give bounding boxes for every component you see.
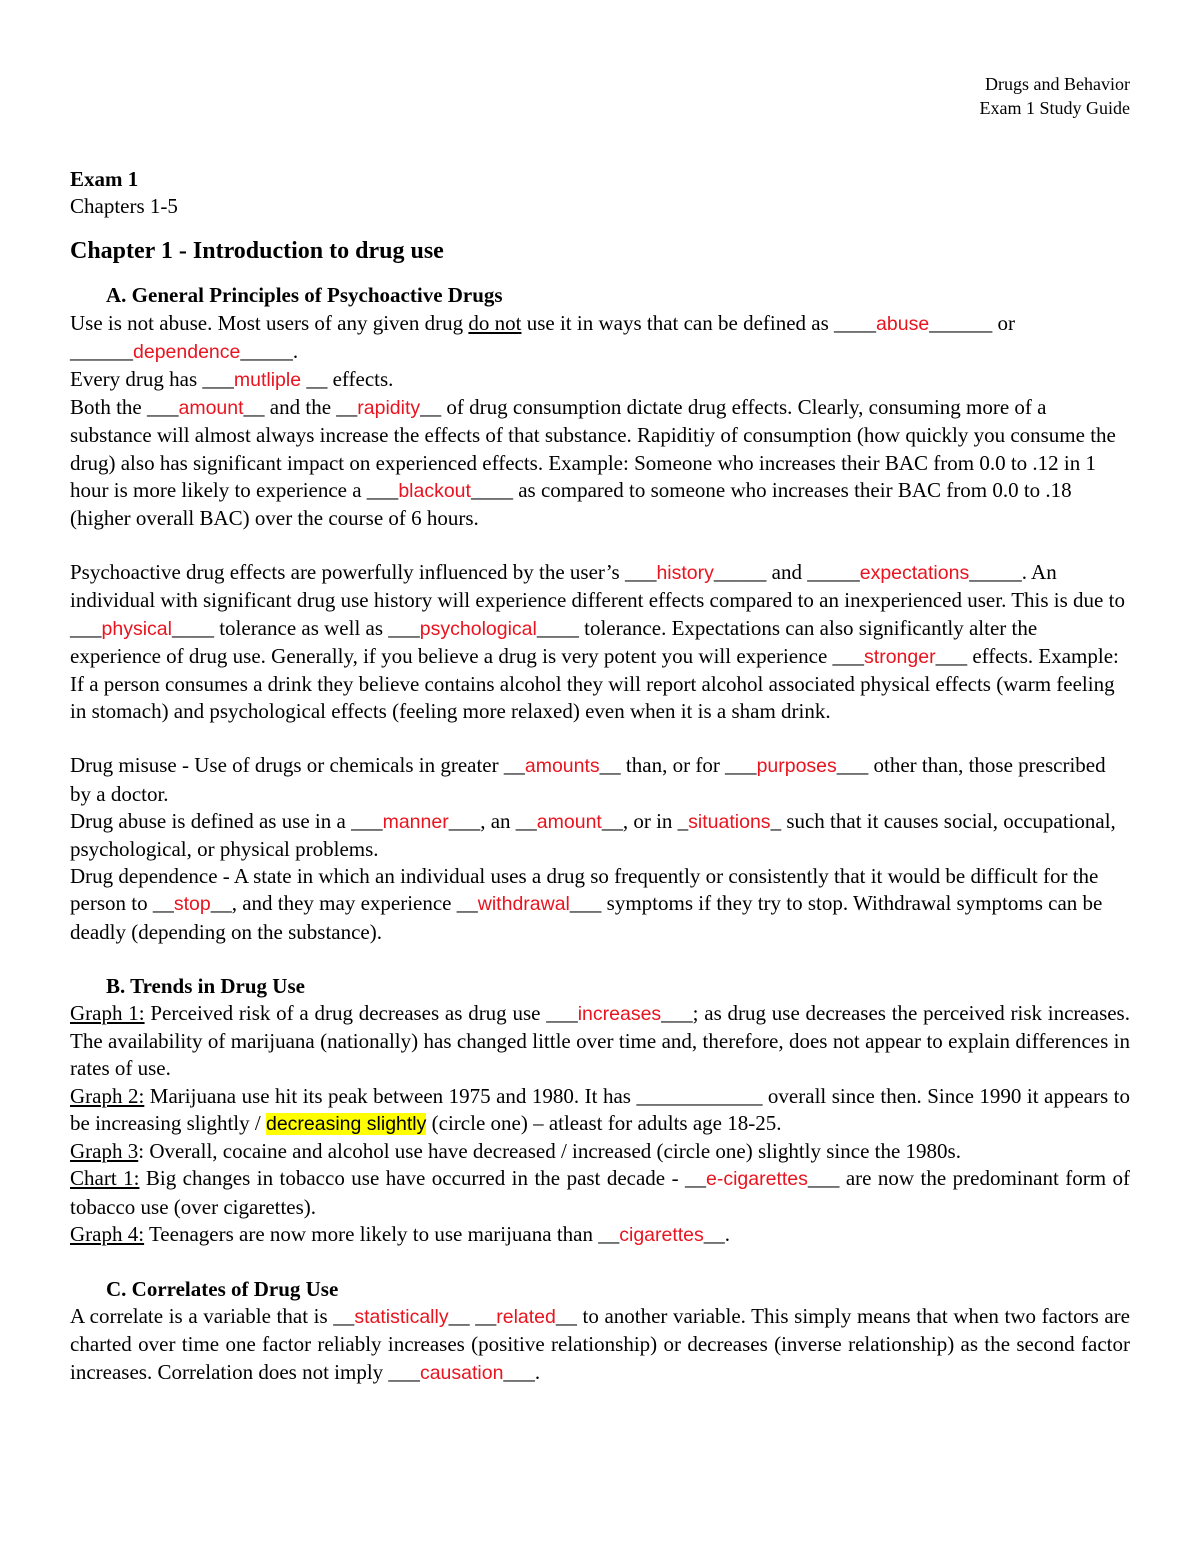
paragraph-graph-2: Graph 2: Marijuana use hit its peak between 1975 and 1980. It has ____________ overall since then. Since 1990 it appears to be increasing slightly / decreasing slightly (circle one) – atleast for adults age 18-25. bbox=[70, 1083, 1130, 1135]
paragraph-graph-3: Graph 3: Overall, cocaine and alcohol use have decreased / increased (circle one) slightly since the 1980s. bbox=[70, 1139, 961, 1164]
answer: blackout bbox=[398, 479, 471, 502]
answer: causation bbox=[419, 1361, 504, 1384]
course-title: Drugs and Behavior bbox=[985, 74, 1130, 94]
chart-1-label: Chart 1: bbox=[70, 1166, 140, 1191]
exam-chapters: Chapters 1-5 bbox=[70, 194, 178, 219]
paragraph-amount-rapidity: Both the ___amount__ and the __rapidity__ of drug consumption dictate drug effects. Clearly, consuming more of a substance will almost always increase the effects of that substance. Rapiditiy of consumption (how quickly you consume the drug) also has significant impact on experienced effects. Example: Someone who increases their BAC from 0.0 to .12 in 1 hour is more likely to experience a ___blackout____ as compared to someone who increases their BAC from 0.0 to .18 (higher overall BAC) over the course of 6 hours. bbox=[70, 395, 1116, 531]
graph-4-label: Graph 4: bbox=[70, 1221, 145, 1246]
answer: expectations bbox=[859, 562, 970, 585]
graph-2-label: Graph 2: bbox=[70, 1083, 145, 1108]
answer: purposes bbox=[756, 755, 837, 778]
answer: history bbox=[656, 562, 714, 585]
section-c-heading: C. Correlates of Drug Use bbox=[106, 1276, 339, 1301]
answer: stop bbox=[173, 893, 211, 916]
page-header bbox=[980, 72, 1131, 120]
answer: stronger bbox=[864, 645, 936, 668]
answer: abuse bbox=[876, 312, 930, 335]
guide-title: Exam 1 Study Guide bbox=[979, 98, 1130, 118]
paragraph-correlate: A correlate is a variable that is __statistically__ __related__ to another variable. This simply means that when two factors are charted over time one factor reliably increases (positive relationship) or decreases (inverse relationship) as the second factor increases. Correlation does not imply ___causation___. bbox=[70, 1304, 1131, 1384]
graph-3-label: Graph 3 bbox=[70, 1139, 139, 1164]
answer: e-cigarettes bbox=[706, 1168, 808, 1191]
graph-1-label: Graph 1: bbox=[70, 1001, 145, 1026]
answer: withdrawal bbox=[477, 893, 570, 916]
answer: increases bbox=[577, 1003, 662, 1026]
paragraph-graph-4: Graph 4: Teenagers are now more likely to use marijuana than __cigarettes__. bbox=[70, 1221, 731, 1246]
answer: rapidity bbox=[357, 397, 421, 420]
paragraph-drug-abuse: Drug abuse is defined as use in a ___manner___, an __amount__, or in _situations_ such that it causes social, occupational, psychological, or physical problems. bbox=[70, 808, 1116, 862]
answer: amounts bbox=[524, 755, 600, 778]
highlighted-answer: decreasing slightly bbox=[265, 1112, 427, 1135]
section-b-heading: B. Trends in Drug Use bbox=[106, 973, 305, 998]
exam-title: Exam 1 bbox=[70, 167, 139, 191]
paragraph-multiple-effects: Every drug has ___mutliple __ effects. bbox=[70, 367, 394, 392]
answer: psychological bbox=[419, 617, 537, 640]
chapter-title: Chapter 1 - Introduction to drug use bbox=[70, 238, 444, 265]
paragraph-drug-misuse: Drug misuse - Use of drugs or chemicals in greater __amounts__ than, or for ___purposes___ other than, those prescribed by a doctor. bbox=[70, 753, 1106, 806]
document-body bbox=[70, 166, 1130, 1387]
answer: amount bbox=[536, 810, 602, 833]
answer: cigarettes bbox=[619, 1223, 704, 1246]
section-a-heading: A. General Principles of Psychoactive Drugs bbox=[106, 283, 503, 308]
answer: manner bbox=[382, 810, 449, 833]
underlined-text: do not bbox=[468, 310, 522, 335]
answer: related bbox=[496, 1306, 556, 1329]
paragraph-use-not-abuse: Use is not abuse. Most users of any given drug do not use it in ways that can be defined as ____abuse______ or ______dependence_____. bbox=[70, 310, 1015, 363]
answer: situations bbox=[688, 810, 771, 833]
paragraph-drug-dependence: Drug dependence - A state in which an individual uses a drug so frequently or consistently that it would be difficult for the person to __stop__, and they may experience __withdrawal___ symptoms if they try to stop. Withdrawal symptoms can be deadly (depending on the substance). bbox=[70, 864, 1103, 944]
paragraph-graph-1: Graph 1: Perceived risk of a drug decreases as drug use ___increases___; as drug use decreases the perceived risk increases. The availability of marijuana (nationally) has changed little over time and, therefore, does not appear to explain differences in rates of use. bbox=[70, 1001, 1130, 1081]
answer: mutliple bbox=[233, 369, 302, 392]
paragraph-history-expectations: Psychoactive drug effects are powerfully influenced by the user’s ___history_____ and _____expectations_____. An individual with significant drug use history will experience different effects compared to an inexperienced user. This is due to ___physical____ tolerance as well as ___psychological____ tolerance. Expectations can also significantly alter the experience of drug use. Generally, if you believe a drug is very potent you will experience ___stronger___ effects. Example: If a person consumes a drink they believe contains alcohol they will report alcohol associated physical effects (warm feeling in stomach) and psychological effects (feeling more relaxed) even when it is a sham drink. bbox=[70, 560, 1125, 724]
answer: statistically bbox=[354, 1306, 449, 1329]
answer: dependence bbox=[133, 340, 241, 363]
paragraph-chart-1: Chart 1: Big changes in tobacco use have occurred in the past decade - __e-cigarettes___ are now the predominant form of tobacco use (over cigarettes). bbox=[70, 1166, 1130, 1219]
answer: amount bbox=[178, 397, 244, 420]
answer: physical bbox=[101, 617, 172, 640]
